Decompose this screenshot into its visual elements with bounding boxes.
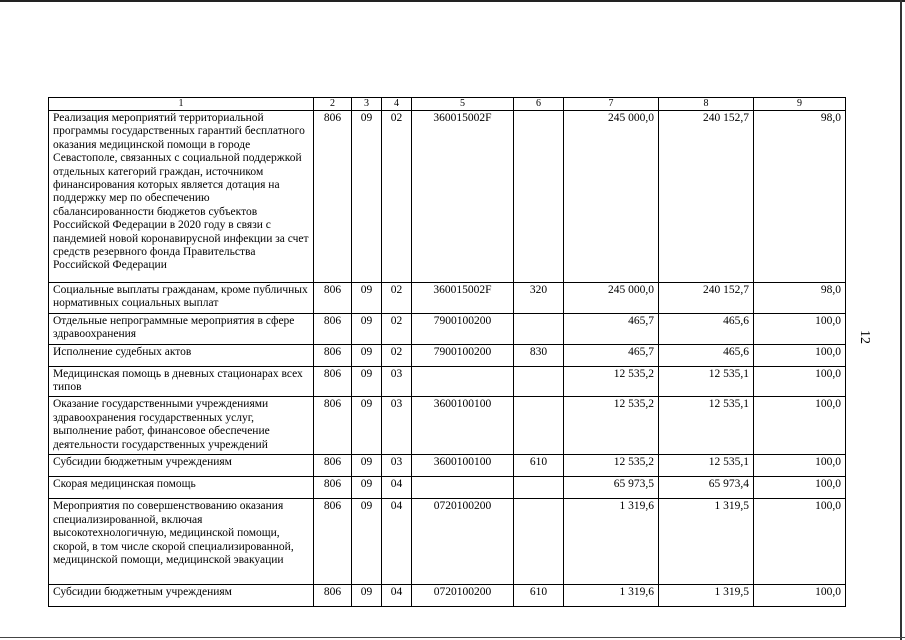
section-code: 09 bbox=[352, 283, 382, 314]
subsection-code: 03 bbox=[382, 397, 412, 455]
plan-amount: 465,7 bbox=[564, 313, 659, 344]
section-code: 09 bbox=[352, 455, 382, 477]
execution-percent: 98,0 bbox=[754, 283, 846, 314]
ministry-code: 806 bbox=[314, 397, 352, 455]
actual-amount: 1 319,5 bbox=[659, 585, 754, 607]
subsection-code: 02 bbox=[382, 283, 412, 314]
item-name: Субсидии бюджетным учреждениям bbox=[49, 585, 314, 607]
table-row bbox=[49, 111, 846, 283]
column-number: 1 bbox=[49, 98, 314, 111]
target-article-code: 7900100200 bbox=[412, 344, 514, 366]
table-row bbox=[49, 366, 846, 397]
scan-edge-bottom bbox=[0, 637, 905, 638]
subsection-code: 04 bbox=[382, 585, 412, 607]
table-row bbox=[49, 313, 846, 344]
section-code: 09 bbox=[352, 585, 382, 607]
budget-table bbox=[48, 97, 846, 607]
plan-amount: 12 535,2 bbox=[564, 397, 659, 455]
ministry-code: 806 bbox=[314, 313, 352, 344]
table-row bbox=[49, 585, 846, 607]
ministry-code: 806 bbox=[314, 111, 352, 283]
subsection-code: 02 bbox=[382, 344, 412, 366]
target-article-code: 360015002F bbox=[412, 283, 514, 314]
column-number: 3 bbox=[352, 98, 382, 111]
actual-amount: 465,6 bbox=[659, 344, 754, 366]
column-number: 7 bbox=[564, 98, 659, 111]
table-row bbox=[49, 283, 846, 314]
subsection-code: 04 bbox=[382, 499, 412, 585]
execution-percent: 100,0 bbox=[754, 397, 846, 455]
ministry-code: 806 bbox=[314, 477, 352, 499]
execution-percent: 100,0 bbox=[754, 313, 846, 344]
expense-type-code: 610 bbox=[514, 585, 564, 607]
actual-amount: 465,6 bbox=[659, 313, 754, 344]
actual-amount: 12 535,1 bbox=[659, 366, 754, 397]
execution-percent: 100,0 bbox=[754, 344, 846, 366]
column-number: 9 bbox=[754, 98, 846, 111]
section-code: 09 bbox=[352, 366, 382, 397]
subsection-code: 03 bbox=[382, 366, 412, 397]
ministry-code: 806 bbox=[314, 366, 352, 397]
ministry-code: 806 bbox=[314, 499, 352, 585]
target-article-code: 3600100100 bbox=[412, 455, 514, 477]
section-code: 09 bbox=[352, 111, 382, 283]
plan-amount: 12 535,2 bbox=[564, 366, 659, 397]
scan-edge-right bbox=[900, 0, 902, 640]
execution-percent: 100,0 bbox=[754, 477, 846, 499]
column-number: 4 bbox=[382, 98, 412, 111]
actual-amount: 240 152,7 bbox=[659, 283, 754, 314]
expense-type-code bbox=[514, 477, 564, 499]
target-article-code: 360015002F bbox=[412, 111, 514, 283]
item-name: Реализация мероприятий территориальной программы государственных гарантий бесплатного оказания медицинской помощи в городе Севастополе, связанных с социальной поддержкой отдельных категорий граждан, источником финансирования которых является дотация на поддержку мер по обеспечению сбалансированности бюджетов субъектов Российской Федерации в 2020 году в связи с пандемией новой коронавирусной инфекции за счет средств резервного фонда Правительства Российской Федерации bbox=[49, 111, 314, 283]
subsection-code: 03 bbox=[382, 455, 412, 477]
ministry-code: 806 bbox=[314, 585, 352, 607]
item-name: Отдельные непрограммные мероприятия в сфере здравоохранения bbox=[49, 313, 314, 344]
subsection-code: 02 bbox=[382, 111, 412, 283]
section-code: 09 bbox=[352, 499, 382, 585]
execution-percent: 98,0 bbox=[754, 111, 846, 283]
section-code: 09 bbox=[352, 344, 382, 366]
execution-percent: 100,0 bbox=[754, 585, 846, 607]
expense-type-code bbox=[514, 111, 564, 283]
plan-amount: 1 319,6 bbox=[564, 499, 659, 585]
target-article-code bbox=[412, 477, 514, 499]
expense-type-code bbox=[514, 366, 564, 397]
column-number: 6 bbox=[514, 98, 564, 111]
expense-type-code: 320 bbox=[514, 283, 564, 314]
target-article-code: 3600100100 bbox=[412, 397, 514, 455]
subsection-code: 04 bbox=[382, 477, 412, 499]
execution-percent: 100,0 bbox=[754, 499, 846, 585]
ministry-code: 806 bbox=[314, 344, 352, 366]
column-number: 2 bbox=[314, 98, 352, 111]
column-number: 8 bbox=[659, 98, 754, 111]
table-row bbox=[49, 477, 846, 499]
execution-percent: 100,0 bbox=[754, 366, 846, 397]
actual-amount: 240 152,7 bbox=[659, 111, 754, 283]
plan-amount: 65 973,5 bbox=[564, 477, 659, 499]
item-name: Мероприятия по совершенствованию оказания специализированной, включая высокотехнологичную, медицинской помощи, скорой, в том числе скорой специализированной, медицинской помощи, медицинской эвакуации bbox=[49, 499, 314, 585]
plan-amount: 1 319,6 bbox=[564, 585, 659, 607]
item-name: Медицинская помощь в дневных стационарах всех типов bbox=[49, 366, 314, 397]
table-row bbox=[49, 499, 846, 585]
actual-amount: 65 973,4 bbox=[659, 477, 754, 499]
item-name: Субсидии бюджетным учреждениям bbox=[49, 455, 314, 477]
table-row bbox=[49, 344, 846, 366]
target-article-code bbox=[412, 366, 514, 397]
item-name: Социальные выплаты гражданам, кроме публичных нормативных социальных выплат bbox=[49, 283, 314, 314]
ministry-code: 806 bbox=[314, 455, 352, 477]
section-code: 09 bbox=[352, 313, 382, 344]
ministry-code: 806 bbox=[314, 283, 352, 314]
plan-amount: 12 535,2 bbox=[564, 455, 659, 477]
plan-amount: 245 000,0 bbox=[564, 283, 659, 314]
scan-edge-top bbox=[0, 0, 905, 2]
expense-type-code bbox=[514, 313, 564, 344]
target-article-code: 0720100200 bbox=[412, 585, 514, 607]
plan-amount: 465,7 bbox=[564, 344, 659, 366]
section-code: 09 bbox=[352, 397, 382, 455]
execution-percent: 100,0 bbox=[754, 455, 846, 477]
plan-amount: 245 000,0 bbox=[564, 111, 659, 283]
actual-amount: 1 319,5 bbox=[659, 499, 754, 585]
column-number-row bbox=[49, 98, 846, 111]
item-name: Скорая медицинская помощь bbox=[49, 477, 314, 499]
table-row bbox=[49, 455, 846, 477]
actual-amount: 12 535,1 bbox=[659, 455, 754, 477]
item-name: Исполнение судебных актов bbox=[49, 344, 314, 366]
target-article-code: 7900100200 bbox=[412, 313, 514, 344]
expense-type-code: 830 bbox=[514, 344, 564, 366]
section-code: 09 bbox=[352, 477, 382, 499]
item-name: Оказание государственными учреждениями здравоохранения государственных услуг, выполнение работ, финансовое обеспечение деятельности государственных учреждений bbox=[49, 397, 314, 455]
table-row bbox=[49, 397, 846, 455]
subsection-code: 02 bbox=[382, 313, 412, 344]
expense-type-code bbox=[514, 397, 564, 455]
column-number: 5 bbox=[412, 98, 514, 111]
actual-amount: 12 535,1 bbox=[659, 397, 754, 455]
target-article-code: 0720100200 bbox=[412, 499, 514, 585]
expense-type-code bbox=[514, 499, 564, 585]
expense-type-code: 610 bbox=[514, 455, 564, 477]
page-number: 12 bbox=[857, 330, 872, 344]
